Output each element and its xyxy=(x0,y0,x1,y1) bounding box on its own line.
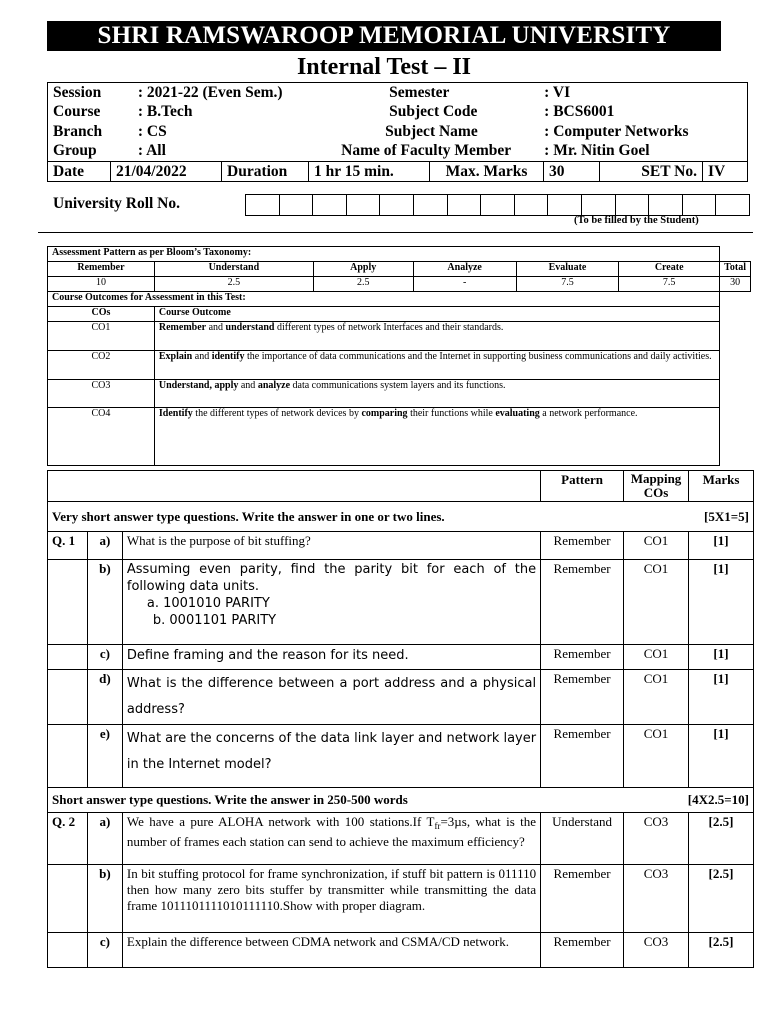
roll-number-note: (To be filled by the Student) xyxy=(574,215,699,226)
question-co: CO1 xyxy=(624,532,689,560)
outcomes-col-desc: Course Outcome xyxy=(154,307,719,322)
session-label: Session xyxy=(53,83,102,101)
subject-name-value: : Computer Networks xyxy=(544,122,689,140)
blooms-header: Analyze xyxy=(413,262,516,277)
part-label: c) xyxy=(87,933,122,968)
blooms-value: 10 xyxy=(48,277,155,292)
question-marks: [1] xyxy=(689,670,754,725)
question-co: CO3 xyxy=(624,933,689,968)
question-pattern: Remember xyxy=(541,725,624,788)
university-banner: SHRI RAMSWAROOP MEMORIAL UNIVERSITY xyxy=(47,21,721,51)
faculty-label: Name of Faculty Member xyxy=(341,142,512,160)
assessment-table xyxy=(47,246,751,466)
roll-box[interactable] xyxy=(648,194,683,216)
question-marks: [1] xyxy=(689,560,754,645)
subject-name-label: Subject Name xyxy=(385,122,478,140)
sub-item: b. 0001101 PARITY xyxy=(152,613,277,628)
questions-table xyxy=(47,470,754,968)
question-pattern: Remember xyxy=(541,933,624,968)
co-description: Explain and identify the importance of data communications and the Internet in supporting business communications and daily activities. xyxy=(154,351,719,380)
co-description: Remember and understand different types of network Interfaces and their standards. xyxy=(154,322,719,351)
outcomes-heading: Course Outcomes for Assessment in this Test: xyxy=(48,292,720,307)
blooms-header: Total xyxy=(720,262,751,277)
question-co: CO1 xyxy=(624,560,689,645)
col-mapping: Mapping COs xyxy=(624,471,689,502)
roll-number-boxes[interactable] xyxy=(246,194,750,216)
question-co: CO3 xyxy=(624,813,689,865)
part-label: c) xyxy=(87,645,122,670)
part-label: e) xyxy=(87,725,122,788)
date-label: Date xyxy=(48,162,111,182)
test-title: Internal Test – II xyxy=(296,54,472,80)
col-marks: Marks xyxy=(689,471,754,502)
blooms-value: 2.5 xyxy=(154,277,313,292)
faculty-value: : Mr. Nitin Goel xyxy=(544,142,650,160)
question-co: CO3 xyxy=(624,865,689,933)
roll-number-label: University Roll No. xyxy=(53,195,181,212)
roll-box[interactable] xyxy=(346,194,381,216)
blooms-header: Evaluate xyxy=(516,262,618,277)
section-1-header: Very short answer type questions. Write the answer in one or two lines. [5X1=5] xyxy=(48,502,754,532)
roll-box[interactable] xyxy=(615,194,650,216)
roll-box[interactable] xyxy=(581,194,616,216)
subject-code-label: Subject Code xyxy=(389,103,478,121)
question-text: What is the difference between a port address and a physical address? xyxy=(122,670,540,725)
q1-spacer xyxy=(48,725,88,788)
question-pattern: Remember xyxy=(541,865,624,933)
question-pattern: Understand xyxy=(541,813,624,865)
branch-label: Branch xyxy=(53,122,103,140)
question-text: Assuming even parity, find the parity bit for each of the following data units. a. 1001010 PARITY b. 0001101 PARITY xyxy=(122,560,540,645)
blooms-heading: Assessment Pattern as per Bloom’s Taxonomy: xyxy=(48,247,720,262)
roll-box[interactable] xyxy=(245,194,280,216)
q1-spacer xyxy=(48,645,88,670)
question-co: CO1 xyxy=(624,725,689,788)
roll-box[interactable] xyxy=(682,194,717,216)
group-label: Group xyxy=(53,142,97,160)
blooms-header: Apply xyxy=(313,262,413,277)
roll-box[interactable] xyxy=(413,194,448,216)
question-text: Explain the difference between CDMA network and CSMA/CD network. xyxy=(122,933,540,968)
question-marks: [2.5] xyxy=(689,813,754,865)
blooms-header: Remember xyxy=(48,262,155,277)
q2-spacer xyxy=(48,865,88,933)
co-id: CO1 xyxy=(48,322,155,351)
q2-spacer xyxy=(48,933,88,968)
roll-box[interactable] xyxy=(447,194,482,216)
question-text: In bit stuffing protocol for frame synchronization, if stuff bit pattern is 011110 then how many zero bits stuffer by transmitter while transmitting the data frame 1011101111010111110.Show with proper diagram. xyxy=(122,865,540,933)
co-id: CO2 xyxy=(48,351,155,380)
part-label: b) xyxy=(87,865,122,933)
blooms-header: Understand xyxy=(154,262,313,277)
divider xyxy=(38,232,753,233)
part-label: d) xyxy=(87,670,122,725)
co-id: CO4 xyxy=(48,408,155,466)
roll-box[interactable] xyxy=(312,194,347,216)
roll-box[interactable] xyxy=(379,194,414,216)
question-text: What is the purpose of bit stuffing? xyxy=(122,532,540,560)
course-value: : B.Tech xyxy=(137,103,193,121)
question-text: We have a pure ALOHA network with 100 stations.If $T_{fr}=3\mu s$, what is the number of frames each station can send to achieve the maximum efficiency? xyxy=(122,813,540,865)
blooms-header: Create xyxy=(619,262,720,277)
part-label: b) xyxy=(87,560,122,645)
date-value: 21/04/2022 xyxy=(111,162,222,182)
duration-value: 1 hr 15 min. xyxy=(309,162,430,182)
question-marks: [2.5] xyxy=(689,865,754,933)
q2-label: Q. 2 xyxy=(48,813,88,865)
co-id: CO3 xyxy=(48,380,155,408)
col-pattern: Pattern xyxy=(541,471,624,502)
question-pattern: Remember xyxy=(541,532,624,560)
set-label: SET No. xyxy=(600,162,703,182)
question-marks: [2.5] xyxy=(689,933,754,968)
question-text: What are the concerns of the data link layer and network layer in the Internet model? xyxy=(122,725,540,788)
q1-label: Q. 1 xyxy=(48,532,88,560)
outcomes-col-cos: COs xyxy=(48,307,155,322)
blooms-value: 7.5 xyxy=(619,277,720,292)
roll-box[interactable] xyxy=(279,194,314,216)
question-marks: [1] xyxy=(689,725,754,788)
max-marks-label: Max. Marks xyxy=(430,162,544,182)
semester-value: : VI xyxy=(544,83,571,101)
roll-box[interactable] xyxy=(547,194,582,216)
co-description: Understand, apply and analyze data communications system layers and its functions. xyxy=(154,380,719,408)
branch-value: : CS xyxy=(137,122,167,140)
duration-label: Duration xyxy=(222,162,309,182)
part-label: a) xyxy=(87,532,122,560)
question-co: CO1 xyxy=(624,645,689,670)
blooms-value: 2.5 xyxy=(313,277,413,292)
co-description: Identify the different types of network devices by comparing their functions while evaluating a network performance. xyxy=(154,408,719,466)
roll-box[interactable] xyxy=(715,194,750,216)
question-text: Define framing and the reason for its need. xyxy=(122,645,540,670)
course-label: Course xyxy=(53,103,101,121)
question-pattern: Remember xyxy=(541,560,624,645)
header-spacer xyxy=(48,471,541,502)
question-pattern: Remember xyxy=(541,670,624,725)
question-marks: [1] xyxy=(689,532,754,560)
part-label: a) xyxy=(87,813,122,865)
exam-info-table xyxy=(47,82,748,162)
roll-box[interactable] xyxy=(480,194,515,216)
sub-item: a. 1001010 PARITY xyxy=(146,596,270,611)
question-pattern: Remember xyxy=(541,645,624,670)
blooms-value: - xyxy=(413,277,516,292)
question-co: CO1 xyxy=(624,670,689,725)
exam-meta-row xyxy=(47,161,748,182)
group-value: : All xyxy=(137,142,166,160)
session-value: : 2021-22 (Even Sem.) xyxy=(137,83,283,101)
max-marks-value: 30 xyxy=(544,162,600,182)
section-2-header: Short answer type questions. Write the answer in 250-500 words [4X2.5=10] xyxy=(48,788,754,813)
semester-label: Semester xyxy=(389,83,450,101)
question-marks: [1] xyxy=(689,645,754,670)
set-value: IV xyxy=(703,162,748,182)
roll-box[interactable] xyxy=(514,194,549,216)
blooms-value: 7.5 xyxy=(516,277,618,292)
q1-spacer xyxy=(48,560,88,645)
subject-code-value: : BCS6001 xyxy=(544,103,615,121)
blooms-value: 30 xyxy=(720,277,751,292)
q1-spacer xyxy=(48,670,88,725)
